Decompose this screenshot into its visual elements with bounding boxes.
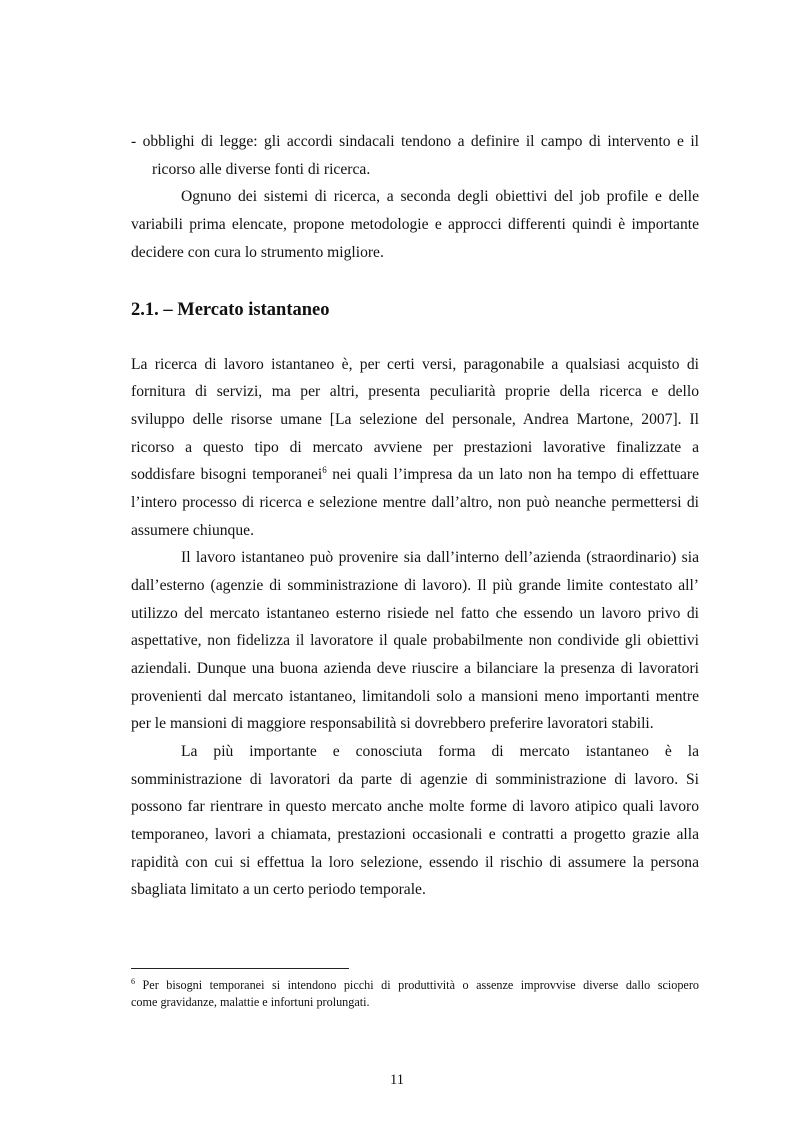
page-number: 11 [390, 1072, 404, 1088]
paragraph-line: temporaneo, lavori a chiamata, prestazioni occasionali e contratti a progetto grazie alla [131, 826, 699, 843]
paragraph-line: aspettative, non fidelizza il lavoratore il quale probabilmente non condivide gli obiettivi [131, 632, 699, 649]
footnote-text: Per bisogni temporanei si intendono picchi di produttività o assenze improvvise diverse dallo sciopero [135, 978, 699, 992]
paragraph-line: somministrazione di lavoratori da parte di agenzie di somministrazione di lavoro. Si [131, 771, 699, 788]
paragraph-line: Ognuno dei sistemi di ricerca, a seconda degli obiettivi del job profile e delle [181, 188, 699, 205]
paragraph-line: aziendali. Dunque una buona azienda deve riuscire a bilanciare la presenza di lavoratori [131, 660, 699, 677]
paragraph-line-with-footnote-ref [131, 465, 699, 485]
paragraph-line: provenienti dal mercato istantaneo, limitandoli solo a mansioni meno importanti mentre [131, 688, 699, 705]
paragraph-text: nei quali l’impresa da un lato non ha tempo di effettuare [326, 466, 700, 483]
footnote-line [131, 977, 699, 994]
paragraph-line: La più importante e conosciuta forma di mercato istantaneo è la [181, 743, 699, 760]
paragraph-line: l’intero processo di ricerca e selezione mentre dall’altro, non può neanche permettersi di [131, 494, 699, 511]
paragraph-line: sbagliata limitato a un certo periodo temporale. [131, 881, 426, 898]
footnote-number: 6 [131, 976, 135, 986]
paragraph-line: decidere con cura lo strumento migliore. [131, 244, 384, 261]
list-item-line: - obblighi di legge: gli accordi sindacali tendono a definire il campo di intervento e il [131, 133, 699, 150]
footnote-line: come gravidanze, malattie e infortuni prolungati. [131, 995, 370, 1009]
paragraph-line: assumere chiunque. [131, 522, 254, 539]
paragraph-line: La ricerca di lavoro istantaneo è, per certi versi, paragonabile a qualsiasi acquisto di [131, 356, 699, 373]
paragraph-line: rapidità con cui si effettua la loro selezione, essendo il rischio di assumere la persona [131, 854, 699, 871]
list-item-line: ricorso alle diverse fonti di ricerca. [152, 161, 371, 178]
paragraph-line: sviluppo delle risorse umane [La selezione del personale, Andrea Martone, 2007]. Il [131, 411, 699, 428]
paragraph-line: variabili prima elencate, propone metodologie e approcci differenti quindi è importante [131, 216, 699, 233]
paragraph-line: dall’esterno (agenzie di somministrazione di lavoro). Il più grande limite contestato all’ [131, 577, 699, 594]
paragraph-line: possono far rientrare in questo mercato anche molte forme di lavoro atipico quali lavoro [131, 798, 699, 815]
paragraph-line: Il lavoro istantaneo può provenire sia dall’interno dell’azienda (straordinario) sia [181, 549, 699, 566]
paragraph-line: fornitura di servizi, ma per altri, presenta peculiarità proprie della ricerca e dello [131, 383, 699, 400]
footnote-separator [131, 968, 349, 969]
paragraph-line: utilizzo del mercato istantaneo esterno risiede nel fatto che essendo un lavoro privo di [131, 605, 699, 622]
section-heading: 2.1. – Mercato istantaneo [131, 300, 330, 320]
paragraph-text: soddisfare bisogni temporanei [131, 466, 323, 483]
paragraph-line: per le mansioni di maggiore responsabilità si dovrebbero preferire lavoratori stabili. [131, 715, 654, 732]
paragraph-line: ricorso a questo tipo di mercato avviene per prestazioni lavorative finalizzate a [131, 439, 699, 456]
footnote-reference: 6 [322, 464, 327, 475]
